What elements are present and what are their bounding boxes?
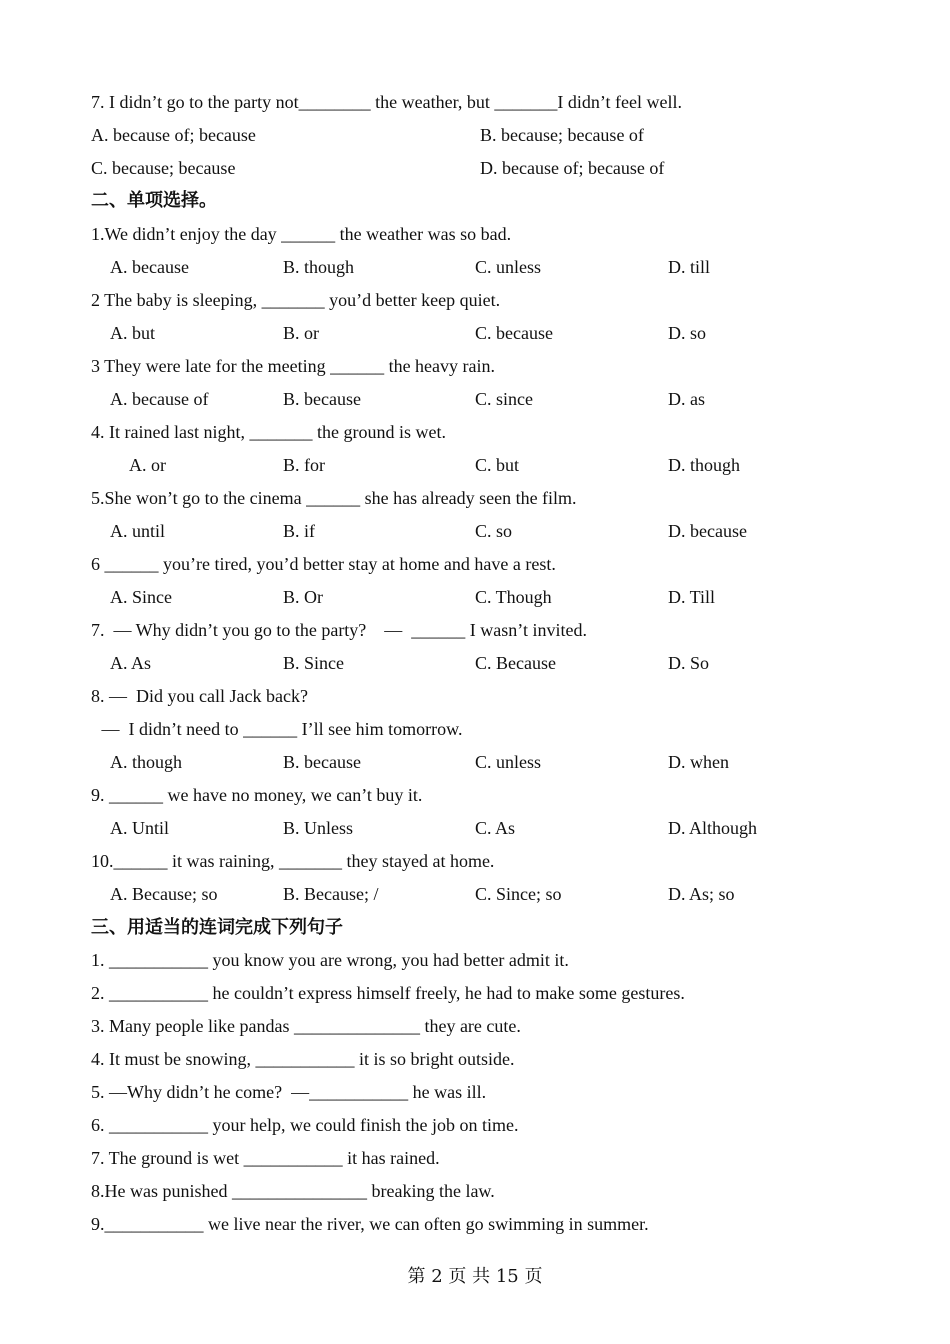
option-c: C. Since; so: [475, 884, 562, 904]
options-row: [0, 520, 950, 542]
question-stem: 9. ______ we have no money, we can’t buy it.: [91, 785, 423, 805]
option-c: C. because: [475, 323, 553, 343]
option-b: B. because: [283, 752, 361, 772]
option-c: C. Because: [475, 653, 556, 673]
page-number: 第 2 页 共 15 页: [407, 1266, 543, 1287]
option-a: A. Until: [110, 818, 170, 838]
options-row: [0, 751, 950, 773]
option-b: B. Or: [283, 587, 323, 607]
option-d: D. so: [668, 323, 707, 343]
option-b: B. or: [283, 323, 319, 343]
options-row: [0, 454, 950, 476]
option-c: C. Though: [475, 587, 552, 607]
question-stem: 7. I didn’t go to the party not________ the weather, but _______I didn’t feel well.: [91, 92, 683, 112]
option-d: D. as: [668, 389, 705, 409]
options-row: [0, 256, 950, 278]
section-title-conjunctions: 三、用适当的连词完成下列句子: [91, 917, 343, 938]
option-a: A. until: [110, 521, 166, 541]
option-b: B. because: [283, 389, 361, 409]
option-b: B. because; because of: [480, 125, 644, 145]
option-c: C. As: [475, 818, 516, 838]
options-row: [0, 124, 950, 146]
fill-in-item: 7. The ground is wet ___________ it has rained.: [91, 1148, 440, 1168]
option-d: D. Till: [668, 587, 716, 607]
option-a: A. Since: [110, 587, 172, 607]
option-b: B. for: [283, 455, 325, 475]
question-stem: 8. — Did you call Jack back?: [91, 686, 308, 706]
fill-in-item: 1. ___________ you know you are wrong, you had better admit it.: [91, 950, 569, 970]
options-row: [0, 157, 950, 179]
question-stem: 7. — Why didn’t you go to the party? — ______ I wasn’t invited.: [91, 620, 587, 640]
option-d: D. though: [668, 455, 740, 475]
option-a: A. because: [110, 257, 189, 277]
option-a: A. Because; so: [110, 884, 218, 904]
option-c: C. but: [475, 455, 520, 475]
option-d: D. because of; because of: [480, 158, 665, 178]
options-row: [0, 586, 950, 608]
question-stem: 6 ______ you’re tired, you’d better stay at home and have a rest.: [91, 554, 556, 574]
fill-in-item: 8.He was punished _______________ breaking the law.: [91, 1181, 495, 1201]
option-a: A. As: [110, 653, 152, 673]
fill-in-item: 3. Many people like pandas ______________ they are cute.: [91, 1016, 521, 1036]
option-d: D. till: [668, 257, 711, 277]
fill-in-item: 4. It must be snowing, ___________ it is so bright outside.: [91, 1049, 515, 1069]
question-stem-continued: — I didn’t need to ______ I’ll see him tomorrow.: [97, 719, 463, 739]
option-b: B. Because; /: [283, 884, 379, 904]
option-b: B. Unless: [283, 818, 354, 838]
option-a: A. though: [110, 752, 182, 772]
option-c: C. because; because: [91, 158, 236, 178]
fill-in-item: 9.___________ we live near the river, we can often go swimming in summer.: [91, 1214, 649, 1234]
option-b: B. if: [283, 521, 316, 541]
options-row: [0, 652, 950, 674]
option-d: D. So: [668, 653, 710, 673]
option-d: D. As; so: [668, 884, 735, 904]
question-stem: 10.______ it was raining, _______ they stayed at home.: [91, 851, 495, 871]
fill-in-item: 6. ___________ your help, we could finish the job on time.: [91, 1115, 519, 1135]
option-c: C. so: [475, 521, 513, 541]
fill-in-item: 5. —Why didn’t he come? —___________ he was ill.: [91, 1082, 487, 1102]
question-stem: 4. It rained last night, _______ the ground is wet.: [91, 422, 446, 442]
option-a: A. because of: [110, 389, 209, 409]
options-row: [0, 322, 950, 344]
options-row: [0, 817, 950, 839]
options-row: [0, 388, 950, 410]
question-stem: 5.She won’t go to the cinema ______ she has already seen the film.: [91, 488, 577, 508]
option-a: A. but: [110, 323, 155, 343]
option-b: B. Since: [283, 653, 344, 673]
section-title-single-choice: 二、单项选择。: [91, 190, 217, 211]
option-c: C. since: [475, 389, 533, 409]
option-d: D. because: [668, 521, 747, 541]
question-stem: 3 They were late for the meeting ______ the heavy rain.: [91, 356, 496, 376]
option-d: D. Although: [668, 818, 758, 838]
option-c: C. unless: [475, 752, 542, 772]
option-a: A. because of; because: [91, 125, 256, 145]
option-d: D. when: [668, 752, 729, 772]
option-c: C. unless: [475, 257, 542, 277]
option-b: B. though: [283, 257, 355, 277]
question-stem: 2 The baby is sleeping, _______ you’d better keep quiet.: [91, 290, 501, 310]
fill-in-item: 2. ___________ he couldn’t express himself freely, he had to make some gestures.: [91, 983, 685, 1003]
option-a: A. or: [129, 455, 166, 475]
options-row: [0, 883, 950, 905]
question-stem: 1.We didn’t enjoy the day ______ the weather was so bad.: [91, 224, 512, 244]
